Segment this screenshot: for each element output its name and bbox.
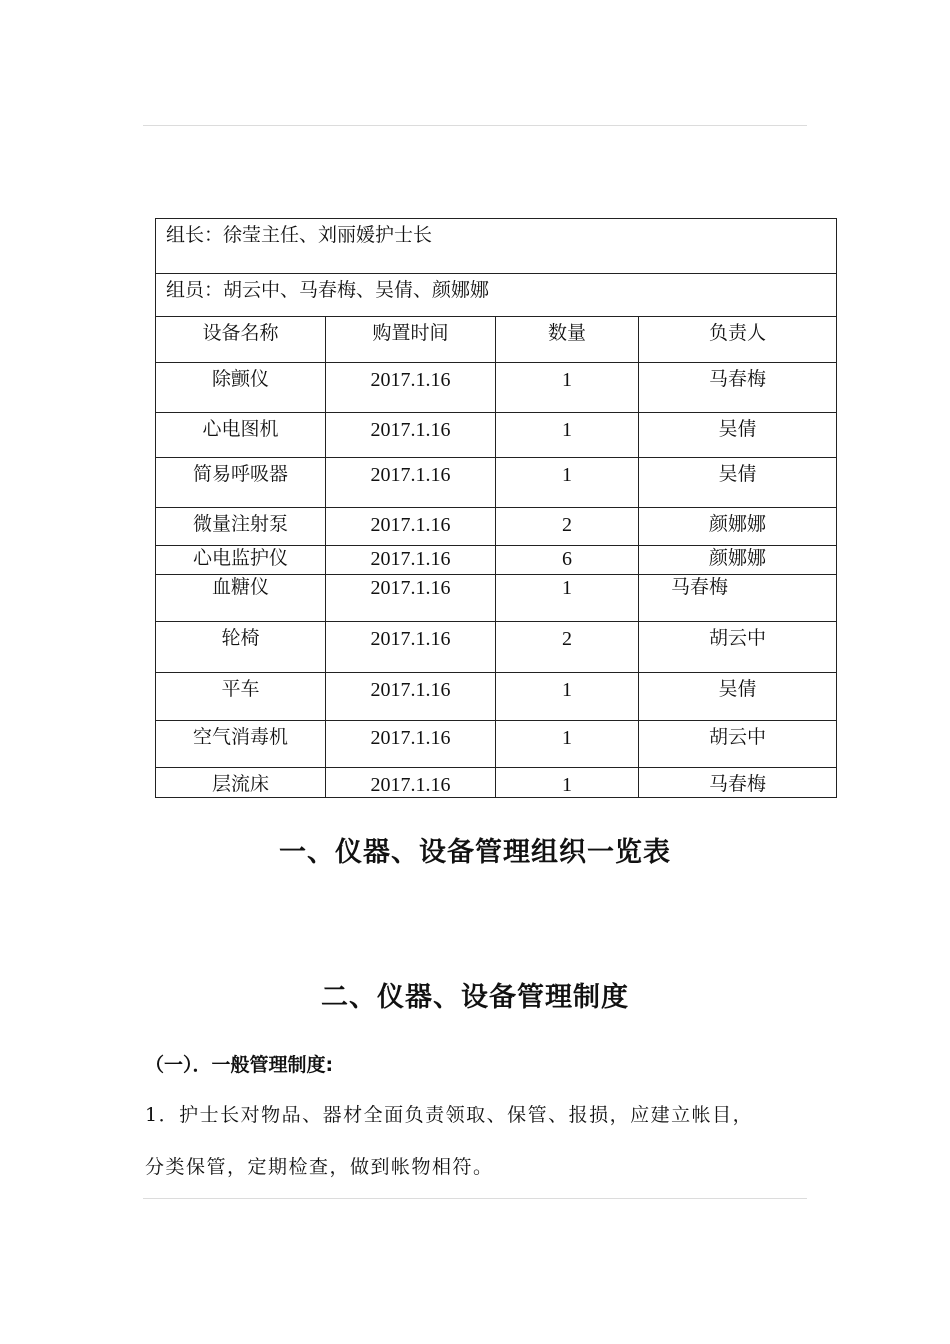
quantity: 1: [496, 458, 639, 508]
owner: 马春梅: [639, 575, 837, 622]
subsection-heading: （一）．一般管理制度:: [145, 1054, 334, 1076]
table-header-row: [156, 317, 837, 363]
table-row: [156, 721, 837, 768]
team-members-row: [156, 274, 837, 317]
device-name: 空气消毒机: [156, 721, 326, 768]
owner: 颜娜娜: [639, 508, 837, 546]
page-bottom-divider: [143, 1198, 807, 1199]
purchase-date: 2017.1.16: [326, 622, 496, 673]
table-row: [156, 575, 837, 622]
quantity: 6: [496, 546, 639, 575]
purchase-date: 2017.1.16: [326, 721, 496, 768]
owner: 吴倩: [639, 413, 837, 458]
purchase-date: 2017.1.16: [326, 413, 496, 458]
owner: 吴倩: [639, 458, 837, 508]
device-name: 简易呼吸器: [156, 458, 326, 508]
device-name: 微量注射泵: [156, 508, 326, 546]
device-name: 平车: [156, 673, 326, 721]
quantity: 1: [496, 575, 639, 622]
purchase-date: 2017.1.16: [326, 458, 496, 508]
paragraph-line-1: 1．护士长对物品、器材全面负责领取、保管、报损，应建立帐目，: [145, 1104, 754, 1126]
quantity: 2: [496, 622, 639, 673]
purchase-date: 2017.1.16: [326, 508, 496, 546]
owner: 胡云中: [639, 622, 837, 673]
section-heading-2: 二、仪器、设备管理制度: [321, 982, 629, 1013]
table-row: [156, 673, 837, 721]
equipment-table: [155, 218, 837, 798]
quantity: 1: [496, 768, 639, 798]
owner: 吴倩: [639, 673, 837, 721]
owner: 胡云中: [639, 721, 837, 768]
device-name: 层流床: [156, 768, 326, 798]
column-header: 设备名称: [156, 317, 326, 363]
table-row: [156, 508, 837, 546]
quantity: 1: [496, 363, 639, 413]
owner: 马春梅: [639, 768, 837, 798]
table-row: [156, 458, 837, 508]
team-members: 组员：胡云中、马春梅、吴倩、颜娜娜: [156, 274, 837, 317]
table-row: [156, 546, 837, 575]
column-header: 负责人: [639, 317, 837, 363]
device-name: 心电监护仪: [156, 546, 326, 575]
table-row: [156, 768, 837, 798]
quantity: 1: [496, 413, 639, 458]
device-name: 除颤仪: [156, 363, 326, 413]
quantity: 1: [496, 673, 639, 721]
paragraph-line-2: 分类保管，定期检查，做到帐物相符。: [145, 1156, 494, 1178]
section-heading-1: 一、仪器、设备管理组织一览表: [279, 837, 671, 868]
purchase-date: 2017.1.16: [326, 673, 496, 721]
team-leader: 组长：徐莹主任、刘丽媛护士长: [156, 219, 837, 274]
column-header: 购置时间: [326, 317, 496, 363]
table-row: [156, 413, 837, 458]
team-leader-row: [156, 219, 837, 274]
table-row: [156, 622, 837, 673]
purchase-date: 2017.1.16: [326, 546, 496, 575]
purchase-date: 2017.1.16: [326, 575, 496, 622]
page-top-divider: [143, 125, 807, 126]
device-name: 心电图机: [156, 413, 326, 458]
quantity: 1: [496, 721, 639, 768]
purchase-date: 2017.1.16: [326, 363, 496, 413]
column-header: 数量: [496, 317, 639, 363]
device-name: 血糖仪: [156, 575, 326, 622]
owner: 马春梅: [639, 363, 837, 413]
table-row: [156, 363, 837, 413]
device-name: 轮椅: [156, 622, 326, 673]
owner: 颜娜娜: [639, 546, 837, 575]
quantity: 2: [496, 508, 639, 546]
purchase-date: 2017.1.16: [326, 768, 496, 798]
